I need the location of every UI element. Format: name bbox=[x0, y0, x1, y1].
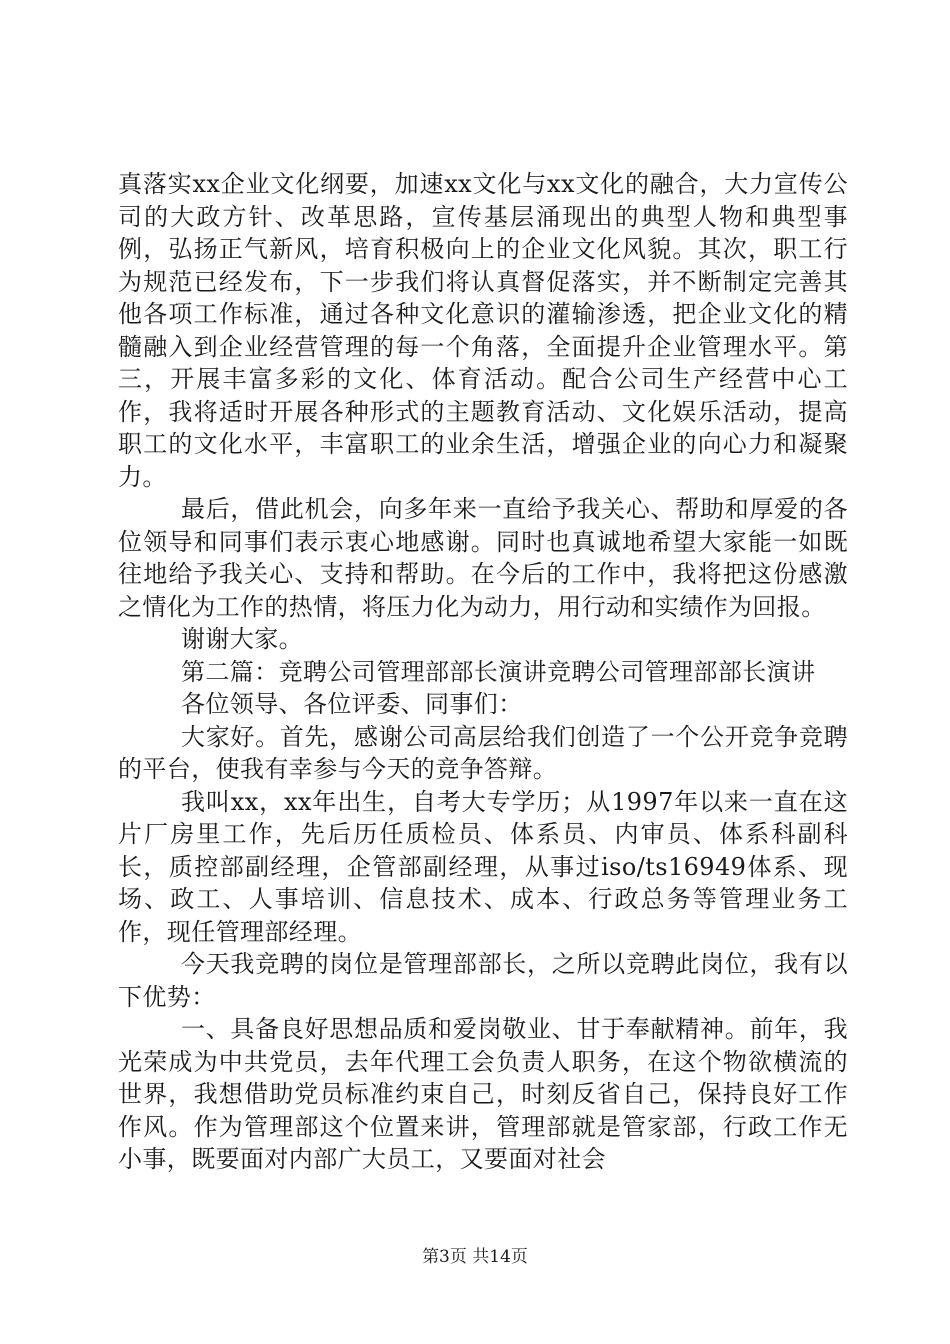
paragraph-3: 谢谢大家。 bbox=[181, 625, 303, 653]
document-body bbox=[118, 168, 848, 1176]
page-footer: 第3页 共14页 bbox=[422, 1247, 528, 1267]
salutation: 各位领导、各位评委、同事们： bbox=[181, 690, 523, 718]
section-heading: 第二篇：竞聘公司管理部部长演讲竞聘公司管理部部长演讲 bbox=[181, 657, 816, 686]
paragraph-2: 最后，借此机会，向多年来一直给予我关心、帮助和厚爱的各位领导和同事们表示衷心地感谢。同时也真诚地希望大家能一如既往地给予我关心、支持和帮助。在今后的工作中，我将把这份感激之情化为工作的热情，将压力化为动力，用行动和实绩作为回报。 bbox=[118, 495, 848, 621]
paragraph-9: 一、具备良好思想品质和爱岗敬业、甘于奉献精神。前年，我光荣成为中共党员，去年代理工会负责人职务，在这个物欲横流的世界，我想借助党员标准约束自己，时刻反省自己，保持良好工作作风。作为管理部这个位置来讲，管理部就是管家部，行政工作无小事，既要面对内部广大员工，又要面对社会 bbox=[118, 1015, 848, 1173]
paragraph-7: 我叫xx，xx年出生，自考大专学历；从1997年以来一直在这片厂房里工作，先后历任质检员、体系员、内审员、体系科副科长，质控部副经理，企管部副经理，从事过iso/ts16949体系、现场、政工、人事培训、信息技术、成本、行政总务等管理业务工作，现任管理部经理。 bbox=[118, 787, 848, 946]
paragraph-1: 真落实xx企业文化纲要，加速xx文化与xx文化的融合，大力宣传公司的大政方针、改革思路，宣传基层涌现出的典型人物和典型事例，弘扬正气新风，培育积极向上的企业文化风貌。其次，职工行为规范已经发布，下一步我们将认真督促落实，并不断制定完善其他各项工作标准，通过各种文化意识的灌输渗透，把企业文化的精髓融入到企业经营管理的每一个角落，全面提升企业管理水平。第三，开展丰富多彩的文化、体育活动。配合公司生产经营中心工作，我将适时开展各种形式的主题教育活动、文化娱乐活动，提高职工的文化水平，丰富职工的业余生活，增强企业的向心力和凝聚力。 bbox=[118, 170, 848, 491]
paragraph-8: 今天我竞聘的岗位是管理部部长，之所以竞聘此岗位，我有以下优势： bbox=[118, 950, 848, 1011]
paragraph-6: 大家好。首先，感谢公司高层给我们创造了一个公开竞争竞聘的平台，使我有幸参与今天的竞争答辩。 bbox=[118, 722, 848, 783]
